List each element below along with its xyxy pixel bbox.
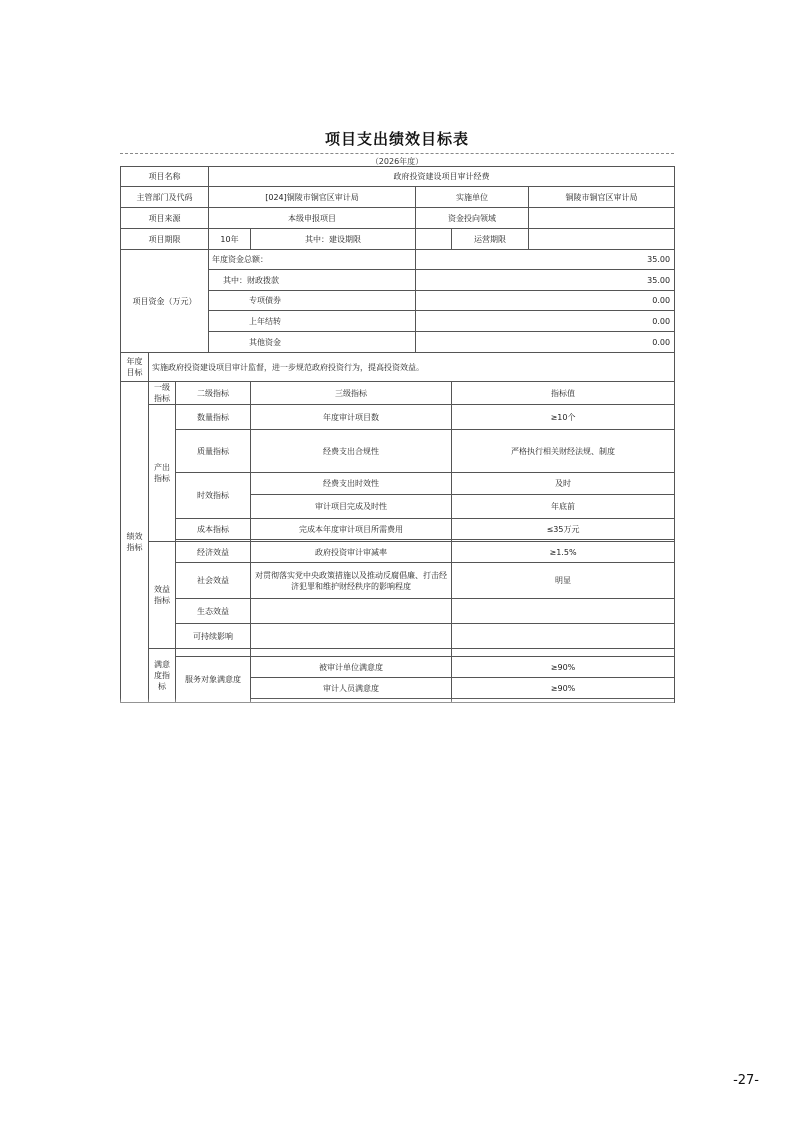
economic-value: ≥1.5% [452, 542, 675, 563]
header-level3: 三级指标 [251, 382, 452, 405]
service-satisfaction-label: 服务对象满意度 [176, 657, 251, 703]
fund-other-label: 其他资金 [209, 332, 416, 353]
dept-label: 主管部门及代码 [121, 187, 209, 208]
sustainable-name [251, 624, 452, 649]
page-number: -27- [733, 1073, 759, 1088]
annual-goal-label: 年度目标 [121, 353, 149, 382]
title-divider [120, 153, 674, 154]
field-label: 资金投向领域 [416, 208, 529, 229]
ecological-name [251, 599, 452, 624]
fund-total-label: 年度资金总额： [209, 250, 416, 270]
output-indicator-label: 产出指标 [149, 405, 176, 542]
timeliness-value-2: 年底前 [452, 495, 675, 519]
spacer-cell [251, 649, 452, 657]
form-sheet [120, 106, 674, 710]
cost-name: 完成本年度审计项目所需费用 [251, 519, 452, 540]
service-name-2: 审计人员满意度 [251, 678, 452, 699]
op-value [529, 229, 675, 250]
quality-name: 经费支出合规性 [251, 430, 452, 473]
build-value [416, 229, 452, 250]
quality-label: 质量指标 [176, 430, 251, 473]
period-value: 10年 [209, 229, 251, 250]
ecological-label: 生态效益 [176, 599, 251, 624]
source-label: 项目来源 [121, 208, 209, 229]
fund-bond-label: 专项债券 [209, 291, 416, 311]
social-name: 对贯彻落实党中央政策措施以及推动反腐倡廉、打击经济犯罪和维护财经秩序的影响程度 [251, 563, 452, 599]
header-level2: 二级指标 [176, 382, 251, 405]
service-value-1: ≥90% [452, 657, 675, 678]
economic-label: 经济效益 [176, 542, 251, 563]
social-label: 社会效益 [176, 563, 251, 599]
service-value-2: ≥90% [452, 678, 675, 699]
table-cutoff [120, 698, 674, 710]
fund-carryover-value: 0.00 [416, 311, 675, 332]
fund-bond-value: 0.00 [416, 291, 675, 311]
project-name-value: 政府投资建设项目审计经费 [209, 167, 675, 187]
project-name-label: 项目名称 [121, 167, 209, 187]
build-label: 其中：建设期限 [251, 229, 416, 250]
op-label: 运营期限 [452, 229, 529, 250]
quality-value: 严格执行相关财经法规、制度 [452, 430, 675, 473]
fund-fiscal-value: 35.00 [416, 270, 675, 291]
form-year: （2026年度） [370, 157, 424, 166]
quantity-name: 年度审计项目数 [251, 405, 452, 430]
sustainable-label: 可持续影响 [176, 624, 251, 649]
impl-label: 实施单位 [416, 187, 529, 208]
annual-goal-text: 实施政府投资建设项目审计监督，进一步规范政府投资行为，提高投资效益。 [149, 353, 675, 382]
funds-label: 项目资金（万元） [121, 250, 209, 353]
quantity-value: ≥10个 [452, 405, 675, 430]
header-value: 指标值 [452, 382, 675, 405]
impl-value: 铜陵市铜官区审计局 [529, 187, 675, 208]
cost-label: 成本指标 [176, 519, 251, 540]
indicators-section-label: 绩效指标 [121, 382, 149, 703]
period-label: 项目期限 [121, 229, 209, 250]
field-value [529, 208, 675, 229]
fund-carryover-label: 上年结转 [209, 311, 416, 332]
spacer-cell [176, 649, 251, 657]
cost-value: ≤35万元 [452, 519, 675, 540]
spacer-cell [452, 649, 675, 657]
performance-table [120, 166, 675, 703]
economic-name: 政府投资审计审减率 [251, 542, 452, 563]
service-name-1: 被审计单位满意度 [251, 657, 452, 678]
source-value: 本级申报项目 [209, 208, 416, 229]
quantity-label: 数量指标 [176, 405, 251, 430]
fund-fiscal-label: 其中：财政拨款 [209, 270, 416, 291]
effect-indicator-label: 效益指标 [149, 542, 176, 649]
header-level1: 一级指标 [149, 382, 176, 405]
satisfaction-indicator-label: 满意度指标 [149, 649, 176, 703]
fund-total-value: 35.00 [416, 250, 675, 270]
timeliness-name-2: 审计项目完成及时性 [251, 495, 452, 519]
dept-value: [024]铜陵市铜官区审计局 [209, 187, 416, 208]
timeliness-label: 时效指标 [176, 473, 251, 519]
fund-other-value: 0.00 [416, 332, 675, 353]
sustainable-value [452, 624, 675, 649]
form-title: 项目支出绩效目标表 [324, 130, 469, 148]
ecological-value [452, 599, 675, 624]
social-value: 明显 [452, 563, 675, 599]
timeliness-value-1: 及时 [452, 473, 675, 495]
timeliness-name-1: 经费支出时效性 [251, 473, 452, 495]
